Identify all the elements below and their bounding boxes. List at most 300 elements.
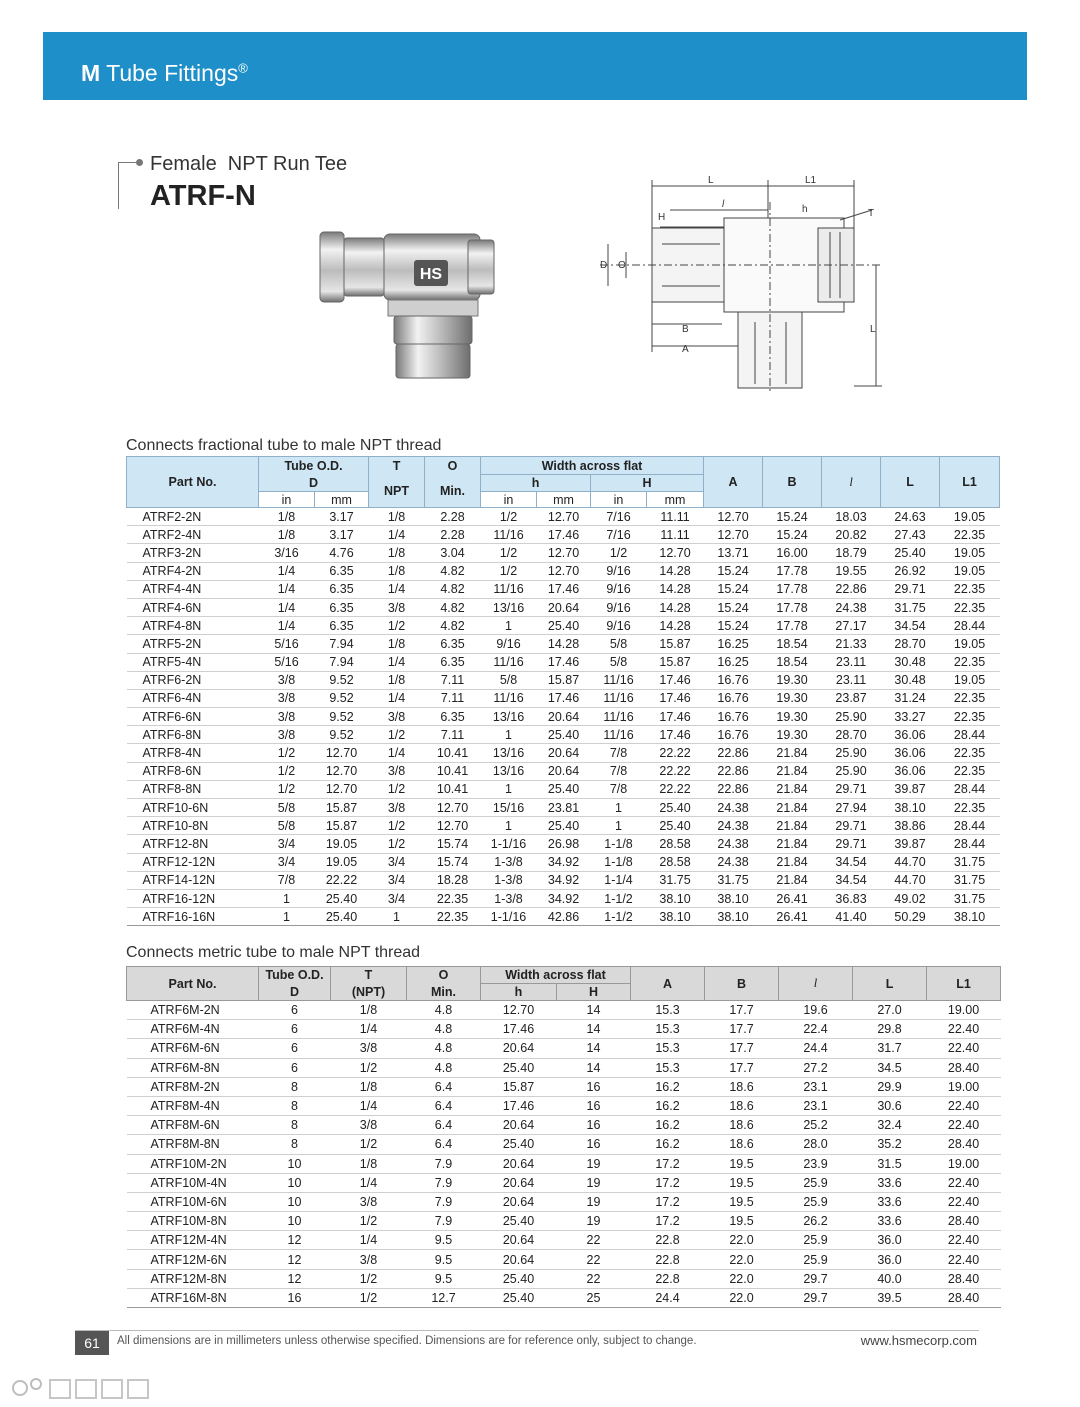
- page-footer: [75, 1330, 979, 1355]
- table-cell: 22.0: [705, 1269, 779, 1288]
- table-cell: 1/8: [369, 508, 425, 526]
- table-cell: 1-3/8: [481, 853, 537, 871]
- table-cell: 22.35: [940, 689, 1000, 707]
- part-number-cell: ATRF10M-2N: [127, 1154, 259, 1173]
- table-cell: 1/2: [259, 780, 315, 798]
- table-row: [127, 1173, 1001, 1192]
- table-row: [127, 908, 1000, 926]
- table-cell: 14.28: [647, 598, 704, 616]
- table-cell: 15.24: [704, 580, 763, 598]
- table-cell: 19.5: [705, 1192, 779, 1211]
- table-cell: 34.92: [537, 889, 591, 907]
- table-cell: 24.38: [704, 853, 763, 871]
- table-cell: 14.28: [647, 580, 704, 598]
- table-cell: 19.30: [763, 689, 822, 707]
- dim-label-l-vertical: L: [870, 324, 876, 335]
- part-number-cell: ATRF10-8N: [127, 817, 259, 835]
- table-cell: 25: [557, 1288, 631, 1307]
- header-l-small: l: [779, 967, 853, 1001]
- table-row: [127, 1192, 1001, 1211]
- table-cell: 15/16: [481, 799, 537, 817]
- header-min: Min.: [425, 475, 481, 508]
- table-cell: 18.79: [822, 544, 881, 562]
- table-cell: 12.70: [704, 526, 763, 544]
- table-cell: 12.70: [647, 544, 704, 562]
- product-code: ATRF-N: [150, 180, 256, 212]
- table-cell: 29.71: [822, 817, 881, 835]
- table-cell: 1/2: [259, 762, 315, 780]
- table-cell: 1-3/8: [481, 871, 537, 889]
- table-cell: 25.40: [481, 1058, 557, 1077]
- table-cell: 6: [259, 1020, 331, 1039]
- table-cell: 12.7: [407, 1288, 481, 1307]
- fractional-caption: Connects fractional tube to male NPT thread: [126, 437, 442, 454]
- table-cell: 1/8: [331, 1001, 407, 1020]
- table-cell: 36.06: [881, 726, 940, 744]
- table-cell: 26.41: [763, 889, 822, 907]
- table-cell: 3/8: [369, 799, 425, 817]
- fractional-spec-table: [126, 456, 1000, 926]
- table-cell: 9/16: [591, 580, 647, 598]
- table-cell: 25.40: [647, 817, 704, 835]
- header-band: [43, 32, 1027, 100]
- table-cell: 4.82: [425, 617, 481, 635]
- table-cell: 31.75: [940, 889, 1000, 907]
- table-cell: 25.40: [537, 817, 591, 835]
- table-cell: 22.35: [940, 526, 1000, 544]
- table-cell: 1/4: [331, 1231, 407, 1250]
- table-cell: 4.8: [407, 1001, 481, 1020]
- table-cell: 1-1/8: [591, 853, 647, 871]
- part-number-cell: ATRF8-8N: [127, 780, 259, 798]
- table-cell: 6.35: [315, 562, 369, 580]
- table-cell: 10: [259, 1192, 331, 1211]
- table-cell: 30.6: [853, 1096, 927, 1115]
- table-cell: 19.05: [940, 544, 1000, 562]
- table-cell: 25.90: [822, 708, 881, 726]
- table-cell: 17.46: [647, 726, 704, 744]
- table-cell: 1/8: [259, 526, 315, 544]
- table-cell: 7/16: [591, 508, 647, 526]
- table-cell: 26.2: [779, 1212, 853, 1231]
- table-cell: 15.87: [647, 653, 704, 671]
- table-cell: 5/8: [591, 635, 647, 653]
- table-cell: 31.5: [853, 1154, 927, 1173]
- table-cell: 25.40: [481, 1269, 557, 1288]
- table-cell: 15.87: [647, 635, 704, 653]
- table-cell: 3/8: [331, 1250, 407, 1269]
- table-cell: 4.8: [407, 1058, 481, 1077]
- table-cell: 1/2: [331, 1058, 407, 1077]
- table-cell: 1-1/16: [481, 835, 537, 853]
- table-cell: 15.24: [763, 508, 822, 526]
- table-cell: 18.6: [705, 1096, 779, 1115]
- table-cell: 19.5: [705, 1212, 779, 1231]
- table-cell: 28.40: [927, 1269, 1001, 1288]
- table-cell: 39.87: [881, 835, 940, 853]
- table-row: [127, 1288, 1001, 1307]
- table-cell: 26.92: [881, 562, 940, 580]
- table-cell: 25.90: [822, 762, 881, 780]
- table-cell: 24.38: [704, 835, 763, 853]
- table-cell: 24.38: [704, 799, 763, 817]
- header-d: D: [259, 984, 331, 1001]
- table-cell: 16.76: [704, 708, 763, 726]
- table-cell: 7.9: [407, 1173, 481, 1192]
- table-row: [127, 708, 1000, 726]
- header-o: O: [407, 967, 481, 984]
- table-cell: 12.70: [425, 817, 481, 835]
- table-cell: 17.46: [537, 580, 591, 598]
- table-cell: 11/16: [591, 671, 647, 689]
- part-number-cell: ATRF2-2N: [127, 508, 259, 526]
- table-cell: 28.40: [927, 1058, 1001, 1077]
- table-cell: 1/2: [331, 1288, 407, 1307]
- header-npt: NPT: [369, 475, 425, 508]
- table-cell: 25.9: [779, 1250, 853, 1269]
- table-cell: 6.4: [407, 1077, 481, 1096]
- table-cell: 27.0: [853, 1001, 927, 1020]
- table-cell: 22.0: [705, 1250, 779, 1269]
- table-cell: 21.84: [763, 871, 822, 889]
- header-tube-od: Tube O.D.: [259, 967, 331, 984]
- table-cell: 24.38: [822, 598, 881, 616]
- part-number-cell: ATRF16-12N: [127, 889, 259, 907]
- table-cell: 28.44: [940, 726, 1000, 744]
- table-cell: 17.46: [647, 671, 704, 689]
- table-cell: 17.7: [705, 1001, 779, 1020]
- table-cell: 1/2: [481, 508, 537, 526]
- dim-label-l1: L1: [805, 175, 817, 186]
- table-cell: 1-1/2: [591, 889, 647, 907]
- part-number-cell: ATRF6-2N: [127, 671, 259, 689]
- table-cell: 33.6: [853, 1212, 927, 1231]
- part-number-cell: ATRF12M-4N: [127, 1231, 259, 1250]
- part-number-cell: ATRF4-8N: [127, 617, 259, 635]
- table-cell: 3/8: [369, 762, 425, 780]
- technical-drawing: [590, 172, 890, 394]
- table-row: [127, 817, 1000, 835]
- table-cell: 17.2: [631, 1173, 705, 1192]
- table-cell: 30.48: [881, 653, 940, 671]
- table-cell: 11.11: [647, 526, 704, 544]
- table-cell: 10.41: [425, 744, 481, 762]
- table-cell: 38.10: [647, 908, 704, 926]
- table-cell: 11.11: [647, 508, 704, 526]
- table-cell: 1: [591, 817, 647, 835]
- part-number-cell: ATRF8M-2N: [127, 1077, 259, 1096]
- table-cell: 28.44: [940, 780, 1000, 798]
- part-number-cell: ATRF6-8N: [127, 726, 259, 744]
- table-cell: 13.71: [704, 544, 763, 562]
- table-cell: 22.35: [940, 744, 1000, 762]
- table-cell: 9/16: [591, 562, 647, 580]
- table-cell: 9.5: [407, 1231, 481, 1250]
- part-number-cell: ATRF8-6N: [127, 762, 259, 780]
- dim-label-l-small: l: [722, 199, 725, 210]
- table-cell: 26.41: [763, 908, 822, 926]
- dim-label-h-small: h: [802, 204, 808, 215]
- table-cell: 9.52: [315, 726, 369, 744]
- table-cell: 1-1/8: [591, 835, 647, 853]
- table-cell: 8: [259, 1096, 331, 1115]
- table-cell: 11/16: [481, 526, 537, 544]
- dim-label-b: B: [682, 324, 689, 335]
- part-number-cell: ATRF4-2N: [127, 562, 259, 580]
- table-cell: 22.35: [940, 580, 1000, 598]
- table-cell: 15.3: [631, 1001, 705, 1020]
- table-cell: 6: [259, 1001, 331, 1020]
- table-row: [127, 744, 1000, 762]
- table-cell: 28.70: [881, 635, 940, 653]
- table-cell: 1: [481, 780, 537, 798]
- table-cell: 22.35: [940, 598, 1000, 616]
- table-cell: 21.84: [763, 780, 822, 798]
- table-cell: 21.84: [763, 835, 822, 853]
- dim-label-o: O: [618, 260, 626, 271]
- table-cell: 22: [557, 1269, 631, 1288]
- table-cell: 15.24: [704, 562, 763, 580]
- table-row: [127, 871, 1000, 889]
- table-cell: 15.87: [481, 1077, 557, 1096]
- table-cell: 7.11: [425, 689, 481, 707]
- table-cell: 17.46: [647, 689, 704, 707]
- table-cell: 9/16: [591, 617, 647, 635]
- table-cell: 17.46: [481, 1096, 557, 1115]
- table-row: [127, 689, 1000, 707]
- part-number-cell: ATRF14-12N: [127, 871, 259, 889]
- table-cell: 1/2: [369, 780, 425, 798]
- table-cell: 25.9: [779, 1231, 853, 1250]
- table-cell: 31.24: [881, 689, 940, 707]
- table-cell: 22.35: [940, 653, 1000, 671]
- table-cell: 19.5: [705, 1173, 779, 1192]
- header-b: B: [763, 457, 822, 508]
- table-cell: 14.28: [647, 617, 704, 635]
- table-cell: 29.71: [822, 780, 881, 798]
- part-number-cell: ATRF5-2N: [127, 635, 259, 653]
- table-cell: 14: [557, 1039, 631, 1058]
- table-cell: 23.1: [779, 1096, 853, 1115]
- table-cell: 18.28: [425, 871, 481, 889]
- table-cell: 6.35: [315, 580, 369, 598]
- table-cell: 1/2: [481, 562, 537, 580]
- table-cell: 1/2: [331, 1269, 407, 1288]
- table-cell: 1/8: [331, 1154, 407, 1173]
- table-cell: 28.70: [822, 726, 881, 744]
- page-number: 61: [75, 1331, 109, 1355]
- table-cell: 1/2: [369, 817, 425, 835]
- table-cell: 22.8: [631, 1269, 705, 1288]
- table-cell: 17.2: [631, 1192, 705, 1211]
- table-cell: 15.24: [704, 598, 763, 616]
- table-cell: 9.5: [407, 1269, 481, 1288]
- table-cell: 1/8: [259, 508, 315, 526]
- table-cell: 28.44: [940, 835, 1000, 853]
- header-l1: L1: [940, 457, 1000, 508]
- table-cell: 1/8: [369, 544, 425, 562]
- table-cell: 28.44: [940, 617, 1000, 635]
- table-cell: 1/4: [369, 744, 425, 762]
- metric-spec-table: [126, 966, 1001, 1308]
- table-cell: 18.6: [705, 1135, 779, 1154]
- table-cell: 39.5: [853, 1288, 927, 1307]
- table-cell: 5/8: [481, 671, 537, 689]
- table-row: [127, 799, 1000, 817]
- table-cell: 41.40: [822, 908, 881, 926]
- table-cell: 19.30: [763, 671, 822, 689]
- part-number-cell: ATRF6M-4N: [127, 1020, 259, 1039]
- table-cell: 13/16: [481, 762, 537, 780]
- table-cell: 29.7: [779, 1288, 853, 1307]
- table-cell: 19.05: [940, 635, 1000, 653]
- table-cell: 25.40: [537, 617, 591, 635]
- table-cell: 25.40: [315, 908, 369, 926]
- header-h: H: [557, 984, 631, 1001]
- table-cell: 16.76: [704, 671, 763, 689]
- table-cell: 28.40: [927, 1288, 1001, 1307]
- table-row: [127, 1039, 1001, 1058]
- table-cell: 6.35: [315, 598, 369, 616]
- watermark-logo: [10, 1374, 150, 1404]
- table-cell: 8: [259, 1077, 331, 1096]
- table-cell: 19.00: [927, 1077, 1001, 1096]
- header-width-across-flat: Width across flat: [481, 967, 631, 984]
- table-cell: 16.76: [704, 689, 763, 707]
- table-cell: 17.2: [631, 1212, 705, 1231]
- unit-in: in: [259, 492, 315, 508]
- table-cell: 10.41: [425, 762, 481, 780]
- table-cell: 5/8: [259, 799, 315, 817]
- table-cell: 16.00: [763, 544, 822, 562]
- table-cell: 8: [259, 1116, 331, 1135]
- table-cell: 19.05: [315, 835, 369, 853]
- dim-label-t: T: [868, 208, 875, 219]
- table-cell: 22: [557, 1231, 631, 1250]
- table-cell: 16: [557, 1116, 631, 1135]
- table-cell: 31.75: [647, 871, 704, 889]
- dim-label-l-total: L: [708, 175, 714, 186]
- table-cell: 3/8: [331, 1116, 407, 1135]
- table-cell: 12.70: [425, 799, 481, 817]
- table-cell: 3/8: [369, 708, 425, 726]
- table-cell: 16: [259, 1288, 331, 1307]
- table-cell: 1/4: [331, 1020, 407, 1039]
- table-cell: 15.3: [631, 1039, 705, 1058]
- table-cell: 6: [259, 1039, 331, 1058]
- table-cell: 1/4: [369, 653, 425, 671]
- table-cell: 15.3: [631, 1020, 705, 1039]
- table-cell: 7/8: [591, 780, 647, 798]
- table-row: [127, 1020, 1001, 1039]
- table-cell: 9/16: [591, 598, 647, 616]
- table-cell: 1/4: [331, 1173, 407, 1192]
- table-cell: 3/8: [259, 689, 315, 707]
- table-cell: 23.81: [537, 799, 591, 817]
- table-cell: 3/8: [259, 708, 315, 726]
- table-cell: 34.5: [853, 1058, 927, 1077]
- header-npt: (NPT): [331, 984, 407, 1001]
- table-cell: 22.35: [940, 799, 1000, 817]
- table-cell: 12.70: [537, 544, 591, 562]
- table-cell: 20.64: [537, 708, 591, 726]
- table-cell: 12.70: [315, 744, 369, 762]
- table-cell: 22.22: [315, 871, 369, 889]
- table-cell: 1/8: [369, 671, 425, 689]
- table-cell: 1/8: [331, 1077, 407, 1096]
- table-cell: 19.5: [705, 1154, 779, 1173]
- header-l1: L1: [927, 967, 1001, 1001]
- table-cell: 1: [259, 889, 315, 907]
- part-number-cell: ATRF6M-2N: [127, 1001, 259, 1020]
- table-row: [127, 1212, 1001, 1231]
- dim-label-d: D: [600, 260, 608, 271]
- table-cell: 25.40: [315, 889, 369, 907]
- table-cell: 15.87: [315, 799, 369, 817]
- table-cell: 17.2: [631, 1154, 705, 1173]
- table-cell: 22.22: [647, 780, 704, 798]
- table-cell: 7/8: [259, 871, 315, 889]
- table-cell: 1/4: [331, 1096, 407, 1115]
- footer-website[interactable]: www.hsmecorp.com: [860, 1333, 977, 1348]
- header-l: L: [881, 457, 940, 508]
- table-cell: 22: [557, 1250, 631, 1269]
- table-cell: 15.74: [425, 853, 481, 871]
- table-cell: 9.52: [315, 708, 369, 726]
- part-number-cell: ATRF4-6N: [127, 598, 259, 616]
- table-row: [127, 617, 1000, 635]
- table-cell: 1/2: [369, 835, 425, 853]
- part-number-cell: ATRF6-6N: [127, 708, 259, 726]
- table-cell: 22.86: [704, 744, 763, 762]
- table-cell: 22.40: [927, 1039, 1001, 1058]
- table-cell: 17.46: [647, 708, 704, 726]
- table-cell: 29.71: [881, 580, 940, 598]
- table-cell: 34.54: [822, 853, 881, 871]
- table-cell: 20.64: [481, 1154, 557, 1173]
- unit-mm: mm: [537, 492, 591, 508]
- table-cell: 25.2: [779, 1116, 853, 1135]
- table-cell: 49.02: [881, 889, 940, 907]
- part-number-cell: ATRF3-2N: [127, 544, 259, 562]
- table-cell: 4.8: [407, 1039, 481, 1058]
- table-cell: 9/16: [481, 635, 537, 653]
- table-cell: 25.40: [481, 1288, 557, 1307]
- unit-in: in: [481, 492, 537, 508]
- table-cell: 16: [557, 1077, 631, 1096]
- table-cell: 17.78: [763, 617, 822, 635]
- table-cell: 4.82: [425, 562, 481, 580]
- table-cell: 19.00: [927, 1001, 1001, 1020]
- table-cell: 19: [557, 1192, 631, 1211]
- table-cell: 38.86: [881, 817, 940, 835]
- table-cell: 25.40: [537, 726, 591, 744]
- table-cell: 1/2: [481, 544, 537, 562]
- table-cell: 32.4: [853, 1116, 927, 1135]
- table-cell: 5/8: [259, 817, 315, 835]
- table-cell: 19.05: [315, 853, 369, 871]
- table-row: [127, 835, 1000, 853]
- table-cell: 7.94: [315, 635, 369, 653]
- part-number-cell: ATRF12-8N: [127, 835, 259, 853]
- table-cell: 16.2: [631, 1096, 705, 1115]
- header-t: T: [369, 457, 425, 475]
- table-cell: 27.94: [822, 799, 881, 817]
- table-cell: 9.52: [315, 689, 369, 707]
- table-row: [127, 762, 1000, 780]
- table-cell: 22.86: [704, 780, 763, 798]
- table-cell: 39.87: [881, 780, 940, 798]
